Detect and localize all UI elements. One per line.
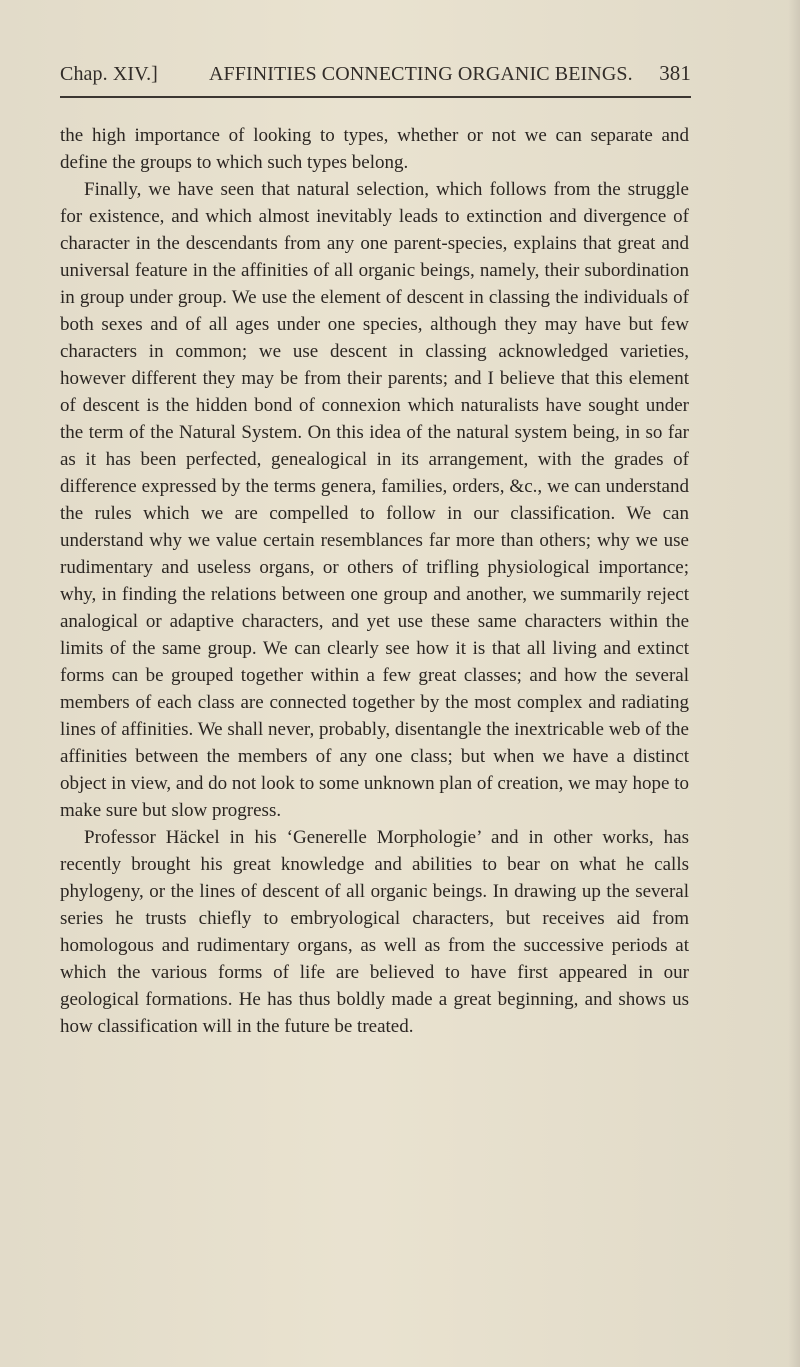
page-edge-shadow xyxy=(788,0,800,1367)
running-header xyxy=(60,52,691,86)
header-rule xyxy=(60,96,691,98)
running-title: AFFINITIES CONNECTING ORGANIC BEINGS. xyxy=(209,63,633,85)
body-text xyxy=(60,122,689,1040)
chapter-label: Chap. XIV.] xyxy=(60,63,158,85)
paragraph-finally: Finally, we have seen that natural selection, which follows from the struggle for existence, and which almost inevitably leads to extinction and divergence of character in the descendants from any one parent-species, explains that great and universal feature in the affinities of all organic beings, namely, their subordination in group under group. We use the element of descent in classing the individuals of both sexes and of all ages under one species, although they may have but few characters in common; we use descent in classing acknowledged varieties, however different they may be from their parents; and I believe that this element of descent is the hidden bond of connexion which naturalists have sought under the term of the Natural System. On this idea of the natural system being, in so far as it has been perfected, genealogical in its arrangement, with the grades of difference expressed by the terms genera, families, orders, &c., we can understand the rules which we are compelled to follow in our classification. We can understand why we value certain resemblances far more than others; why we use rudimentary and useless organs, or others of trifling physiological importance; why, in finding the relations between one group and another, we summarily reject analogical or adaptive characters, and yet use these same characters within the limits of the same group. We can clearly see how it is that all living and extinct forms can be grouped together within a few great classes; and how the several members of each class are connected together by the most complex and radiating lines of affinities. We shall never, probably, disentangle the inextricable web of the affinities between the members of any one class; but when we have a distinct object in view, and do not look to some unknown plan of creation, we may hope to make sure but slow progress. xyxy=(60,179,689,821)
page-number: 381 xyxy=(659,61,691,85)
paragraph-continuation: the high importance of looking to types, whether or not we can separate and define the groups to which such types belong. xyxy=(60,125,689,173)
paragraph-professor-hackel: Professor Häckel in his ‘Generelle Morphologie’ and in other works, has recently brought his great knowledge and abilities to bear on what he calls phylogeny, or the lines of descent of all organic beings. In drawing up the several series he trusts chiefly to embryological characters, but receives aid from homologous and rudimentary organs, as well as from the successive periods at which the various forms of life are believed to have first appeared in our geological formations. He has thus boldly made a great beginning, and shows us how classification will in the future be treated. xyxy=(60,827,689,1037)
